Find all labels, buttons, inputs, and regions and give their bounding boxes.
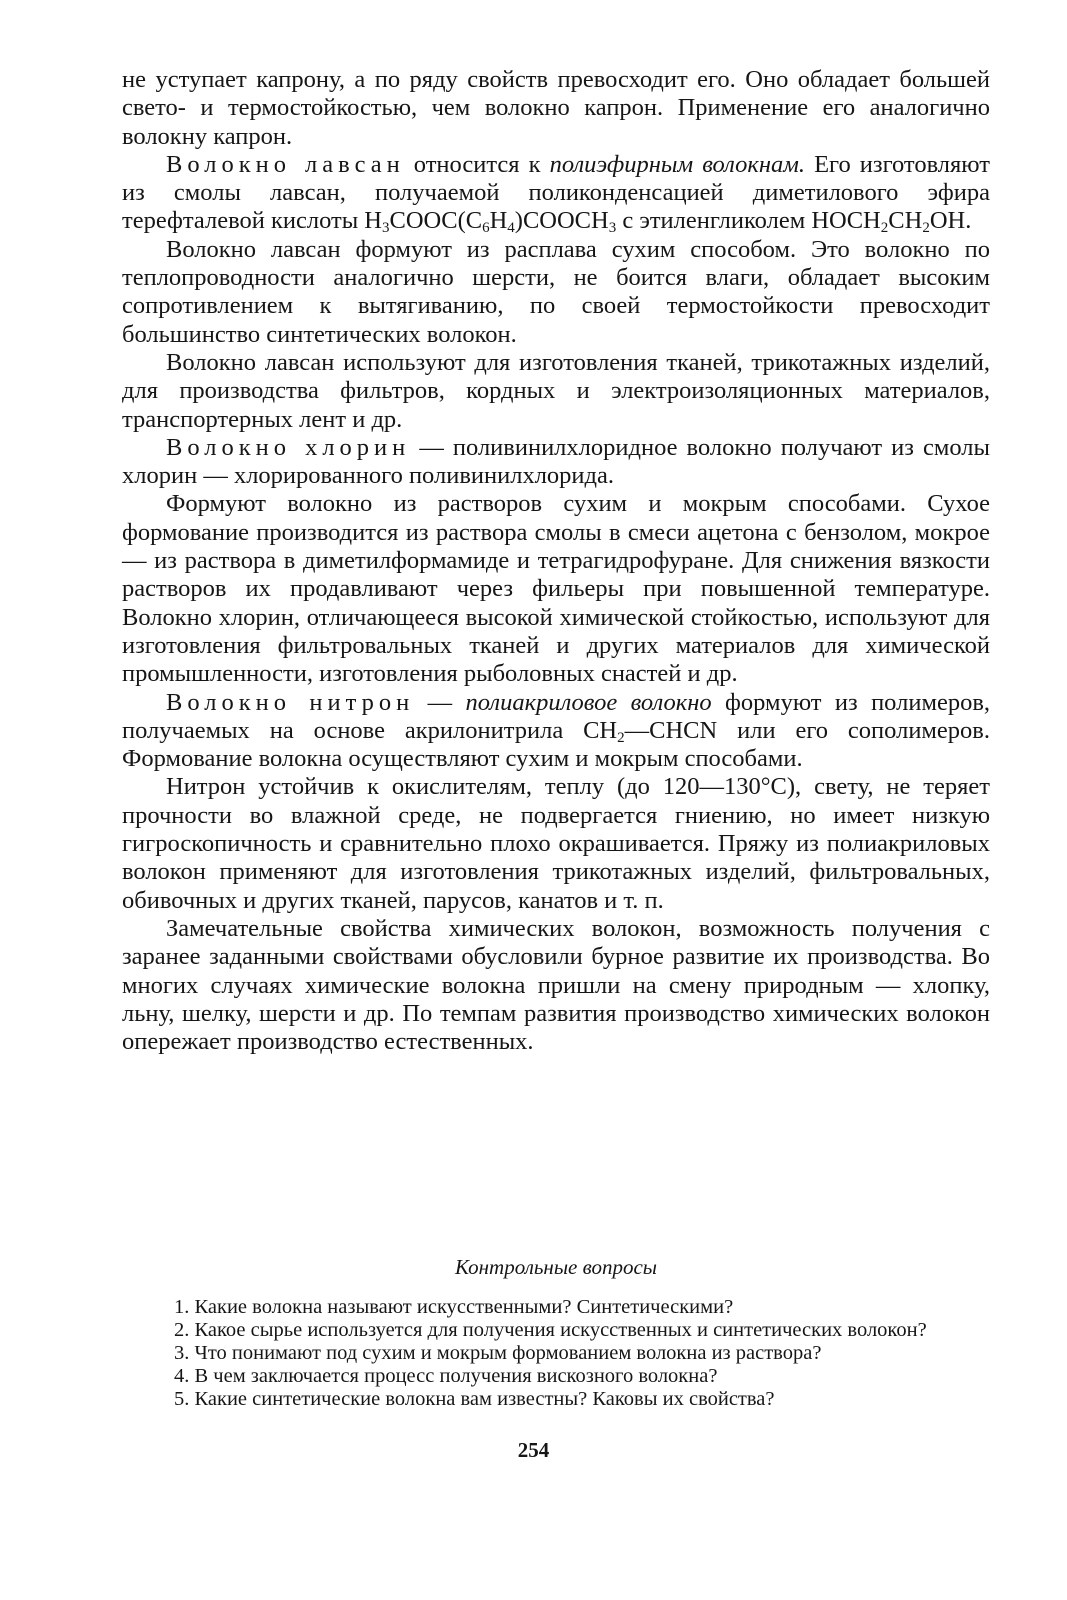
- term-nitron: Волокно нитрон: [166, 688, 415, 716]
- question-item: 3. Что понимают под сухим и мокрым формованием волокна из раствора?: [174, 1342, 822, 1364]
- subscript: 2: [880, 220, 889, 237]
- paragraph-3: Волокно лавсан формуют из расплава сухим способом. Это волокно по теплопроводности аналогично шерсти, не боится влаги, обладает высоким сопротивлением к вытягиванию, по своей термостойкости превосходит большинство синтетических волокон.: [122, 235, 990, 348]
- formula-fragment: )COOCH: [514, 207, 609, 235]
- question-item: 4. В чем заключается процесс получения вискозного волокна?: [174, 1365, 718, 1387]
- text-fragment: —: [414, 688, 466, 716]
- question-item: 2. Какое сырье используется для получения искусственных и синтетических волокон?: [174, 1319, 927, 1341]
- formula-fragment: OH.: [929, 207, 972, 235]
- paragraph-4: Волокно лавсан используют для изготовления тканей, трикотажных изделий, для производства фильтров, кордных и электроизоляционных материалов, транспортерных лент и др.: [122, 348, 990, 433]
- subscript: 3: [608, 220, 617, 237]
- term-chlorin: Волокно хлорин: [166, 433, 411, 461]
- questions-list: [130, 1296, 992, 1411]
- subscript: 6: [482, 220, 490, 237]
- paragraph-lavsan: [122, 151, 990, 236]
- paragraph-6: Формуют волокно из растворов сухим и мокрым способами. Сухое формование производится из раствора смолы в смеси ацетона с бензолом, мокрое — из раствора в диметилформамиде и тетрагидрофуране. Для снижения вязкости растворов их продавливают через фильеры при повышенной температуре. Волокно хлорин, отличающееся высокой химической стойкостью, используют для изготовления фильтровальных тканей и других материалов для химической промышленности, изготовления рыболовных снастей и др.: [122, 490, 990, 688]
- text-fragment: формуют из полимеров, получаемых на основе акрилонитрила CH: [122, 688, 991, 744]
- paragraph-9: Замечательные свойства химических волокон, возможность получения с заранее заданными свойствами обусловили бурное развитие их производства. Во многих случаях химические волокна пришли на смену природным — хлопку, льну, шелку, шерсти и др. По темпам развития производство химических волокон опережает производство естественных.: [122, 914, 990, 1056]
- paragraph-chlorin: [122, 434, 990, 491]
- subscript: 3: [382, 220, 390, 237]
- text-fragment: — поливинилхлоридное волокно получают из смолы хлорин — хлорированного поливинилхлорида.: [122, 433, 990, 490]
- text-fragment: —CHCN или его сополимеров. Формование волокна осуществляют сухим и мокрым способами.: [122, 716, 990, 773]
- subscript: 2: [617, 729, 625, 746]
- question-item: 5. Какие синтетические волокна вам известны? Каковы их свойства?: [174, 1388, 775, 1410]
- text-fragment: относится к: [404, 150, 550, 178]
- subscript: 2: [922, 220, 930, 237]
- formula-fragment: H: [489, 207, 508, 235]
- page-number: 254: [517, 1438, 550, 1462]
- subscript: 4: [507, 220, 515, 237]
- term-lavsan: Волокно лавсан: [166, 150, 405, 178]
- paragraph-nitron: [122, 689, 990, 774]
- question-item: 1. Какие волокна называют искусственными? Синтетическими?: [174, 1296, 734, 1318]
- formula-fragment: COOC(C: [389, 207, 483, 235]
- main-text: [122, 66, 990, 1056]
- paragraph-1: не уступает капрону, а по ряду свойств превосходит его. Оно обладает большей свето- и термостойкостью, чем волокно капрон. Применение его аналогично волокну капрон.: [122, 66, 990, 150]
- text-fragment: Его изготовляют из смолы лавсан, получаемой поликонденсацией диметилового эфира терефталевой кислоты H: [122, 150, 990, 235]
- paragraph-8: Нитрон устойчив к окислителям, теплу (до 120—130°C), свету, не теряет прочности во влажной среде, не подвергается гниению, но имеет низкую гигроскопичность и сравнительно плохо окрашивается. Пряжу из полиакриловых волокон применяют для изготовления трикотажных изделий, фильтровальных, обивочных и других тканей, парусов, канатов и т. п.: [122, 773, 990, 914]
- formula-fragment: CH: [888, 207, 923, 235]
- questions-title: Контрольные вопросы: [454, 1255, 657, 1279]
- formula-fragment: с этиленгликолем HOCH: [616, 207, 881, 235]
- emphasis-polyester: полиэфирным волокнам.: [549, 150, 806, 178]
- emphasis-polyacrylic: полиакриловое волокно: [465, 688, 712, 716]
